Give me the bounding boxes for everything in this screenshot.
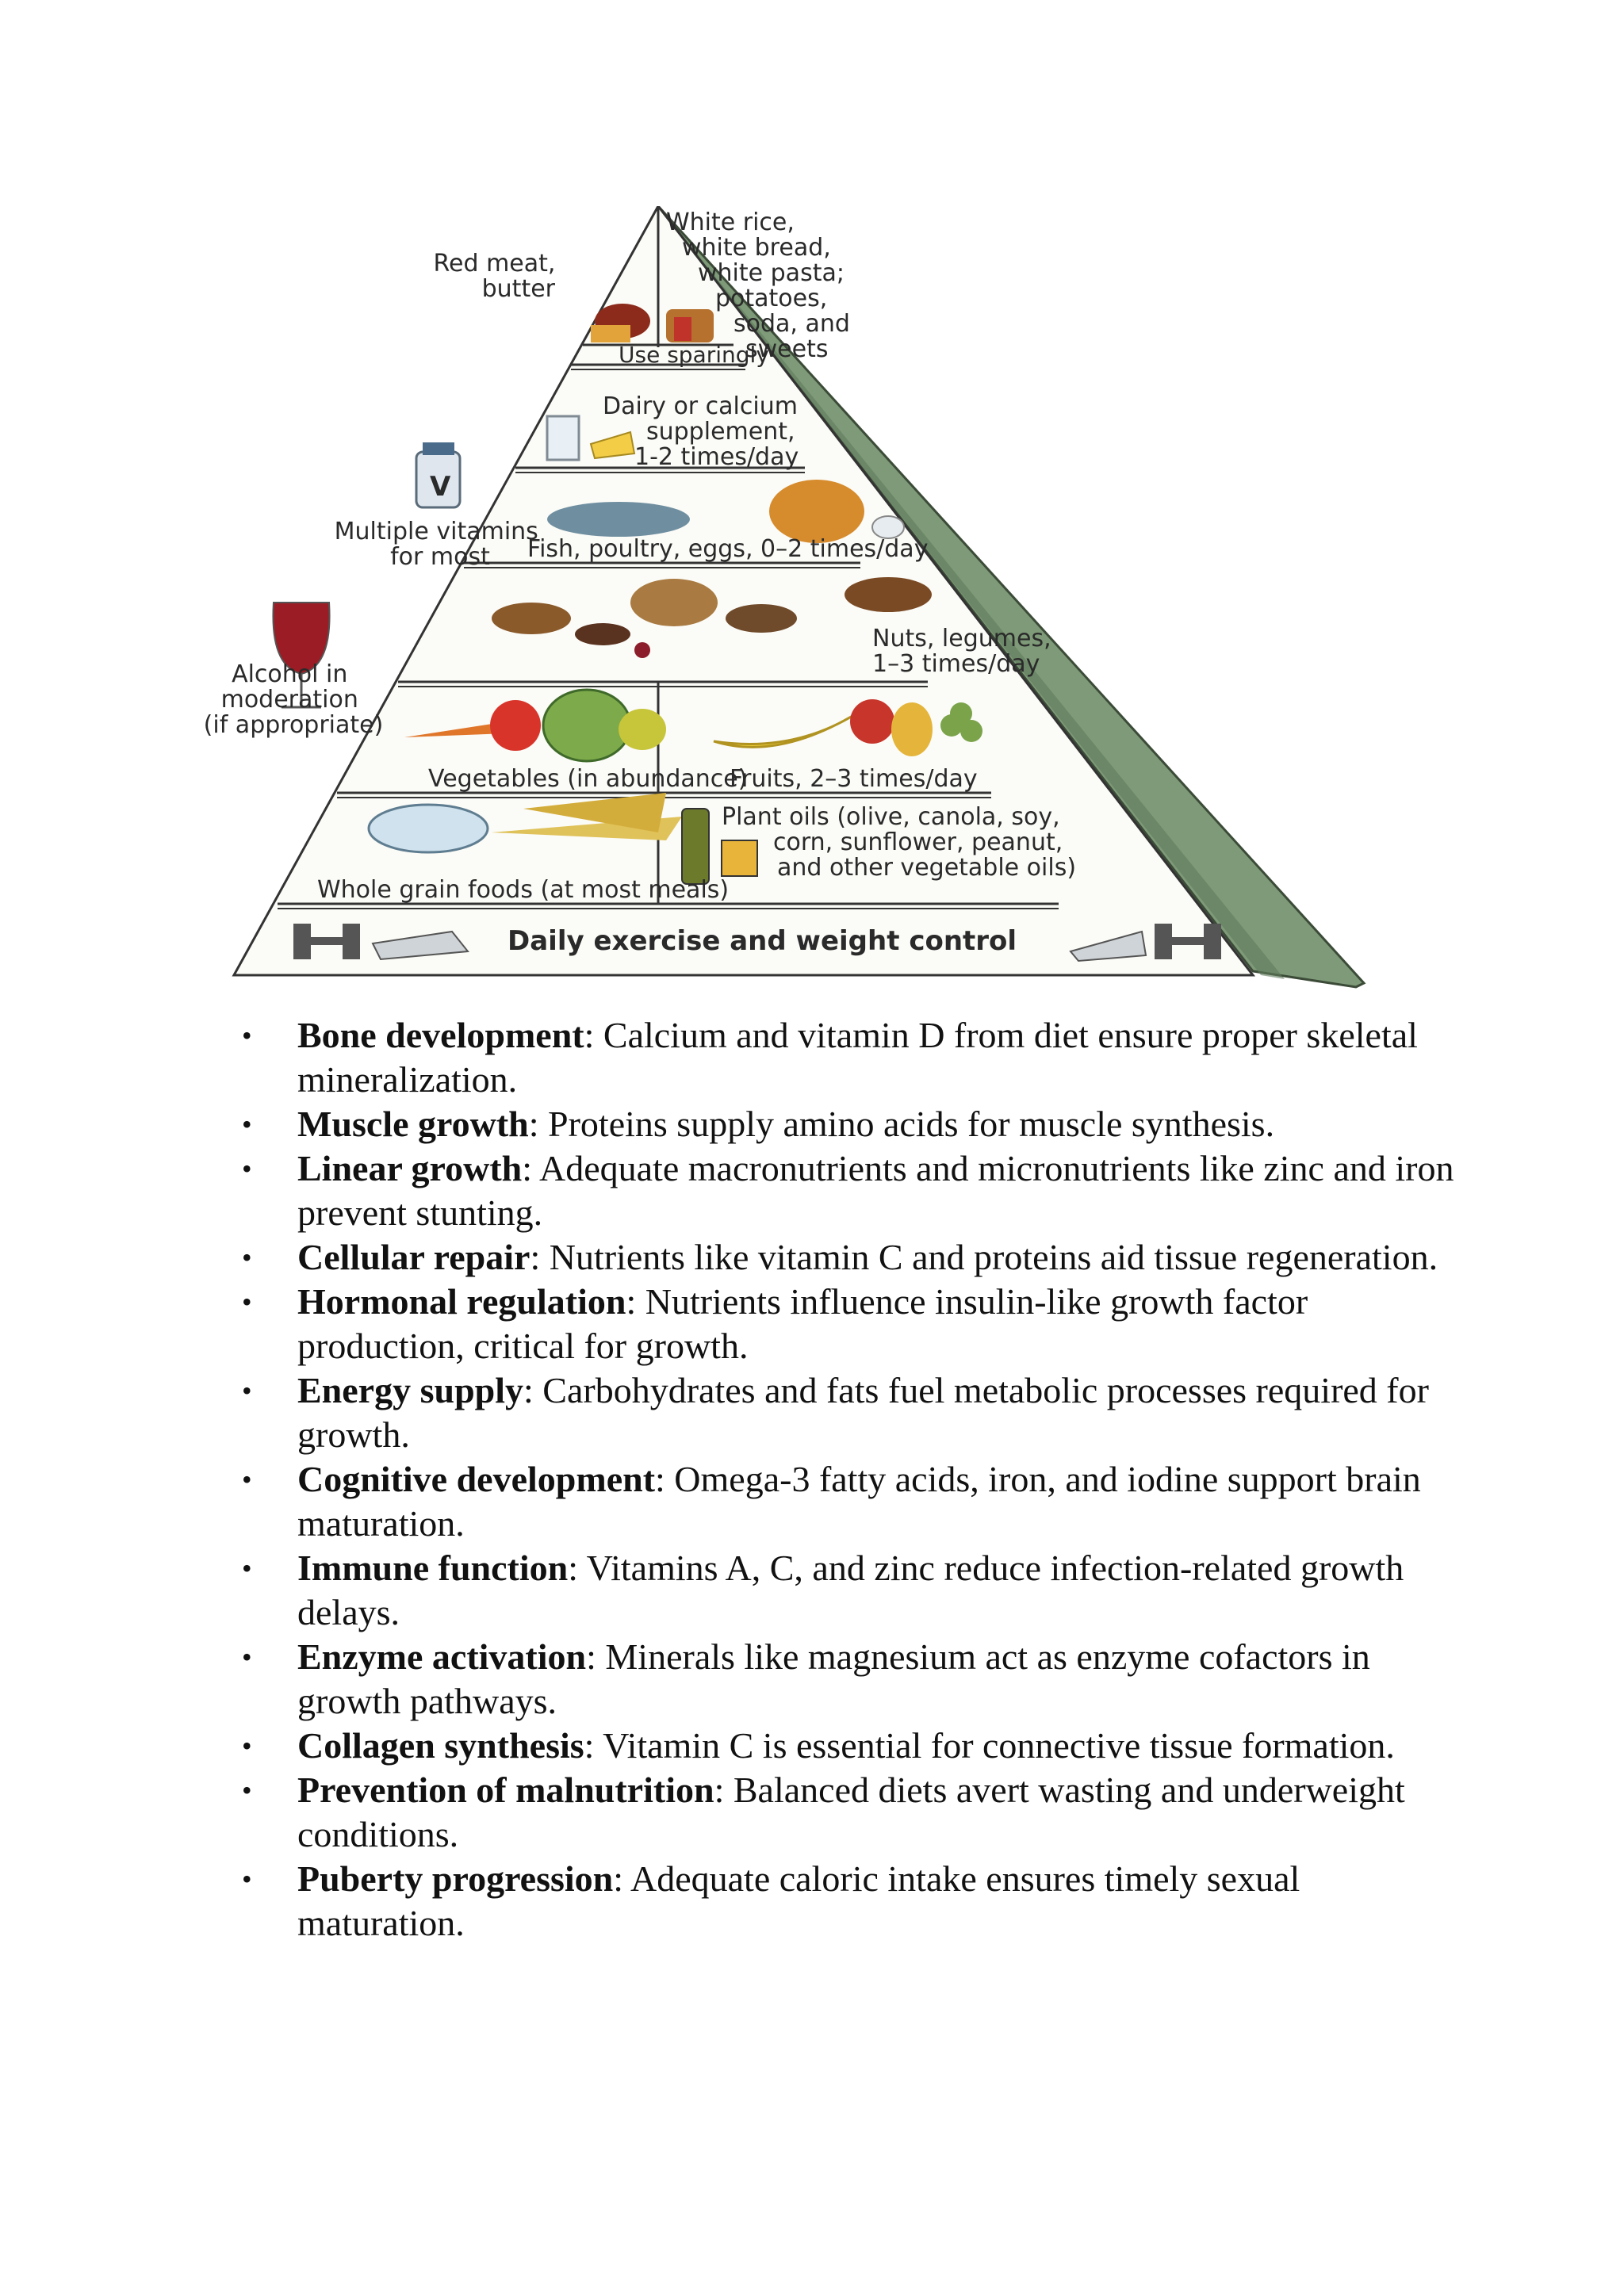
- list-item: [242, 1013, 1463, 1102]
- list-item: [242, 1857, 1463, 1946]
- grain-label: Whole grain foods (at most meals): [317, 876, 730, 904]
- item-term: Collagen synthesis: [297, 1725, 584, 1766]
- list-item: [242, 1457, 1463, 1546]
- vegetables-label: Vegetables (in abundance): [428, 765, 748, 793]
- list-item: [242, 1546, 1463, 1635]
- item-text: : Adequate caloric intake ensures timely sexual maturation.: [297, 1858, 1300, 1943]
- item-term: Enzyme activation: [297, 1636, 587, 1677]
- item-text: : Calcium and vitamin D from diet ensure proper skeletal mineralization.: [297, 1015, 1418, 1100]
- item-term: Cellular repair: [297, 1237, 530, 1277]
- dairy-label: Dairy or calcium supplement, 1-2 times/day: [603, 392, 799, 471]
- milk-glass-illustration: [547, 416, 579, 460]
- list-item: [242, 1368, 1463, 1457]
- list-item: [242, 1768, 1463, 1857]
- nuts-label: Nuts, legumes, 1–3 times/day: [872, 625, 1051, 678]
- item-term: Prevention of malnutrition: [297, 1770, 714, 1810]
- item-text: : Vitamins A, C, and zinc reduce infection-related growth delays.: [297, 1548, 1404, 1632]
- vitamin-bottle-letter: V: [430, 471, 451, 503]
- oils-label: Plant oils (olive, canola, soy, corn, sunflower, peanut, and other vegetable oils): [722, 803, 1077, 882]
- alcohol-label: Alcohol in moderation (if appropriate): [203, 660, 384, 739]
- list-item: [242, 1280, 1463, 1368]
- bread-illustration: [666, 309, 714, 342]
- item-term: Linear growth: [297, 1148, 523, 1188]
- use-sparingly-label: Use sparingly: [619, 342, 769, 368]
- benefits-list: [242, 1013, 1463, 1946]
- item-term: Immune function: [297, 1548, 569, 1588]
- fish-label: Fish, poultry, eggs, 0–2 times/day: [527, 535, 929, 563]
- item-text: : Minerals like magnesium act as enzyme cofactors in growth pathways.: [297, 1636, 1370, 1721]
- item-text: : Proteins supply amino acids for muscle synthesis.: [528, 1104, 1275, 1144]
- item-text: : Vitamin C is essential for connective tissue formation.: [584, 1725, 1395, 1766]
- top-right-label: White rice, white bread, white pasta; potatoes, soda, and sweets: [666, 209, 850, 363]
- item-term: Cognitive development: [297, 1459, 656, 1499]
- item-text: : Balanced diets avert wasting and underweight conditions.: [297, 1770, 1405, 1854]
- list-item: [242, 1235, 1463, 1280]
- list-item: [242, 1724, 1463, 1768]
- item-term: Muscle growth: [297, 1104, 529, 1144]
- item-text: : Carbohydrates and fats fuel metabolic processes required for growth.: [297, 1370, 1429, 1455]
- item-text: : Nutrients like vitamin C and proteins aid tissue regeneration.: [530, 1237, 1438, 1277]
- item-term: Bone development: [297, 1015, 584, 1055]
- vitamins-label: Multiple vitamins for most: [334, 518, 538, 571]
- item-term: Energy supply: [297, 1370, 524, 1410]
- exercise-label: Daily exercise and weight control: [508, 925, 1017, 957]
- item-term: Hormonal regulation: [297, 1281, 626, 1322]
- vitamin-bottle-icon: [416, 442, 460, 507]
- top-left-label: Red meat, butter: [433, 250, 556, 303]
- item-text: : Nutrients influence insulin-like growth factor production, critical for growth.: [297, 1281, 1308, 1366]
- fruits-label: Fruits, 2–3 times/day: [730, 765, 978, 793]
- item-text: : Omega-3 fatty acids, iron, and iodine support brain maturation.: [297, 1459, 1421, 1544]
- item-text: : Adequate macronutrients and micronutrients like zinc and iron prevent stunting.: [297, 1148, 1454, 1233]
- list-item: [242, 1146, 1463, 1235]
- list-item: [242, 1102, 1463, 1146]
- food-pyramid-figure: [190, 206, 1396, 999]
- item-term: Puberty progression: [297, 1858, 614, 1899]
- list-item: [242, 1635, 1463, 1724]
